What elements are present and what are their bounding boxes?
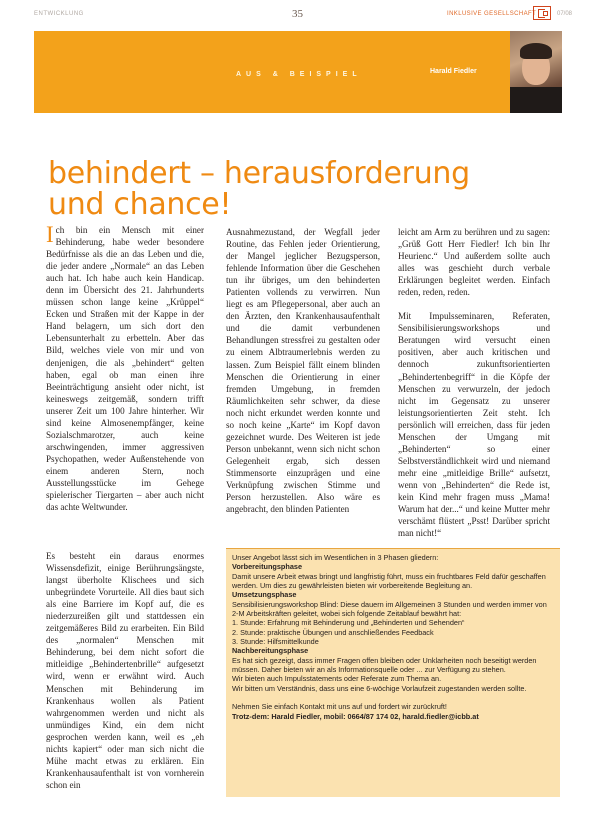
info-list-item: 2. Stunde: praktische Übungen und anschließendes Feedback — [232, 627, 434, 637]
info-spacer — [232, 693, 554, 702]
article-headline: behindert – herausforderung und chance! — [48, 156, 470, 223]
info-text: Wir bitten um Verständnis, dass uns eine 6-wöchige Vorlaufzeit zugestanden werden sollte. — [232, 683, 527, 693]
info-contact-line: Nehmen Sie einfach Kontakt mit uns auf und fordert wir zurückruft! — [232, 702, 447, 712]
article-paragraph: Mit Impulsseminaren, Referaten, Sensibilisierungsworkshops und Beratungen wird versucht einen positiven, aber auch kritischen und dennoch zukunftsorientierten „Behindertenbegriff“ in die Köpfe der Menschen zu verwurzeln, der jedoch nicht im Gegensatz zu unserer leistungsorientierten Zeit steht. Ich persönlich will erreichen, dass für jeden Menschen der Umgang mit „Behinderten“ so einer Selbstverständlichkeit wird und niemand mehr eine „mitleidige Brille“ aufsetzt, wenn von „Behinderten“ die Rede ist, kein Kind mehr fragen muss „Mama! Warum hat der...“ und keine Mutter mehr verschämt flüstert „Psst! Darüber spricht man nicht!“ — [398, 311, 550, 539]
service-info-box — [226, 548, 560, 797]
info-heading-followup: Nachbereitungsphase — [232, 646, 309, 656]
page-number: 35 — [292, 8, 303, 20]
photo-hair — [520, 43, 552, 59]
drop-cap: I — [46, 222, 54, 247]
author-name: Harald Fiedler — [430, 68, 477, 75]
paragraph-text: ch bin ein Mensch mit einer Behinderung, habe weder besondere Bedürfnisse als die an das Leben und die, die jeder andere „Normale“ an das Leben auch hat. Ich habe auch kein Handicap. denn im Übersicht des 21. Jahrhunderts müssen schon lange keine „Krüppel“ Ecken und Straßen mit der Kappe in der Hand belagern, um sich dort den Lebensunterhalt zu erbetteln. Aber das Bild, welches viele von mir und von denjenigen, die als „behindert“ gelten haben, egal ob man einen ihre Beeinträchtigung ansieht oder nicht, ist keineswegs zeitgemäß, sondern trifft unserer Zeit um 100 Jahre hinterher. Wir sind keine Almosenempfänger, keine Sozialschmarotzer, auch keine arschwingenden, immer aggressiven Psychopathen, weder Außenstehende von einem anderen Stern, noch Ausstellungsstücke im Gehege spielerischer Tiergarten – aber auch nicht das achte Weltwunder. — [46, 225, 204, 513]
author-photo — [510, 31, 562, 113]
info-box-content — [232, 553, 554, 721]
article-paragraph: leicht am Arm zu berühren und zu sagen: „Grüß Gott Herr Fiedler! Ich bin Ihr Heurienc.“ Und außerdem sollte auch alles was geschieht durch verbale Erklärungen begleitet werden. Einfach reden, reden, reden. — [398, 227, 550, 298]
article-paragraph — [46, 224, 204, 513]
header-section-label: ENTWICKLUNG — [34, 11, 84, 17]
header-magazine-label: INKLUSIVE GESELLSCHAFT — [447, 11, 537, 17]
info-text: Sensibilisierungsworkshop Blind: Diese dauern im Allgemeinen 3 Stunden und werden immer von 2-M Arbeitskräften geleitet, wobei sich folgende Zeitablauf bewährt hat: — [232, 599, 547, 619]
header-issue-label: 07/08 — [557, 11, 573, 17]
section-kicker: AUS & BEISPIEL — [236, 71, 362, 78]
info-text: Damit unsere Arbeit etwas bringt und langfristig führt, muss ein fruchtbares Feld dafür geschaffen werden. Um dies zu gewährleisten bieten wir vorbereitende Begleitung an. — [232, 571, 546, 591]
info-contact-details: Trotz-dem: Harald Fiedler, mobil: 0664/87 174 02, harald.fiedler@icbb.at — [232, 711, 479, 721]
article-paragraph: Ausnahmezustand, der Wegfall jeder Routine, das Fehlen jeder Orientierung, der Mangel jeglicher Bezugsperson, fehlende Information über die Geschehen tun ihr übriges, um den behinderten Patienten vollends zu verwirren. Nun liegt es am Pflegepersonal, aber auch an den Ärzten, den Krankenhausaufenthalt und die damit verbundenen Behandlungen stressfrei zu gestalten oder zu einem Albtraumerlebnis werden zu lassen. Zum Beispiel fällt einem blinden Menschen die Orientierung in einer fremden Umgebung, in fremden Räumlichkeiten sehr schwer, da diese noch nicht erkundet werden konnte und so noch keine „Karte“ im Kopf davon gezeichnet wurde. Des Weiteren ist jede Person unbekannt, wenn sich nicht schon Gelegenheit ergab, sich dessen Stimmensorte einzuprägen und eine Verknüpfung zwischen Stimme und Person herzustellen. Also wäre es angebracht, den blinden Patienten — [226, 227, 380, 515]
info-heading-implementation: Umsetzungsphase — [232, 590, 297, 600]
info-list-item: 3. Stunde: Hilfsmittelkunde — [232, 637, 319, 647]
article-paragraph: Es besteht ein daraus enormes Wissensdefizit, einige Berührungsängste, langst überholte Klischees und sich unbegründete Vorurteile. All dies baut sich als eine Barriere im Kopf auf, die es niederzureißen gilt und stattdessen ein zeitgemäßeres Bild zu erarbeiten. Ein Bild des „normalen“ Menschen mit Behinderung, bei dem nicht sofort die mitleidige „Behindertenbrille“ aufgesetzt wird, wenn er erwähnt wird. Auch Menschen mit Behinderung im Krankenhaus wollen als Patient wahrgenommen werden und nicht als unmündiges Kind, ein dem nicht gesprochen werden kann, weil es „eh nichts kapiert“ oder man sich nicht die Mühe macht etwas zu erklären. Ein Krankenhausaufenthalt ist von vornherein schon ein — [46, 551, 204, 790]
info-heading-preparation: Vorbereitungsphase — [232, 562, 303, 572]
magazine-logo-icon — [533, 6, 551, 20]
page-header — [0, 0, 593, 30]
article-column-2 — [226, 226, 380, 515]
article-column-3 — [398, 226, 550, 539]
info-list-item: 1. Stunde: Erfahrung mit Behinderung und „Behinderten und Sehenden“ — [232, 618, 465, 628]
paragraph-gap — [398, 298, 550, 310]
info-text: Es hat sich gezeigt, dass immer Fragen offen bleiben oder Unklarheiten noch beseitigt werden müssen. Daher bieten wir an als Informationsquelle oder ... zur Verfügung zu stehen. — [232, 655, 537, 675]
article-column-1-bottom — [46, 550, 204, 791]
info-intro: Unser Angebot lässt sich im Wesentlichen in 3 Phasen gliedern: — [232, 553, 439, 562]
article-column-1-top — [46, 224, 204, 513]
info-text: Wir bieten auch Impulsstatements oder Referate zum Thema an. — [232, 674, 442, 684]
photo-shirt — [510, 87, 562, 113]
